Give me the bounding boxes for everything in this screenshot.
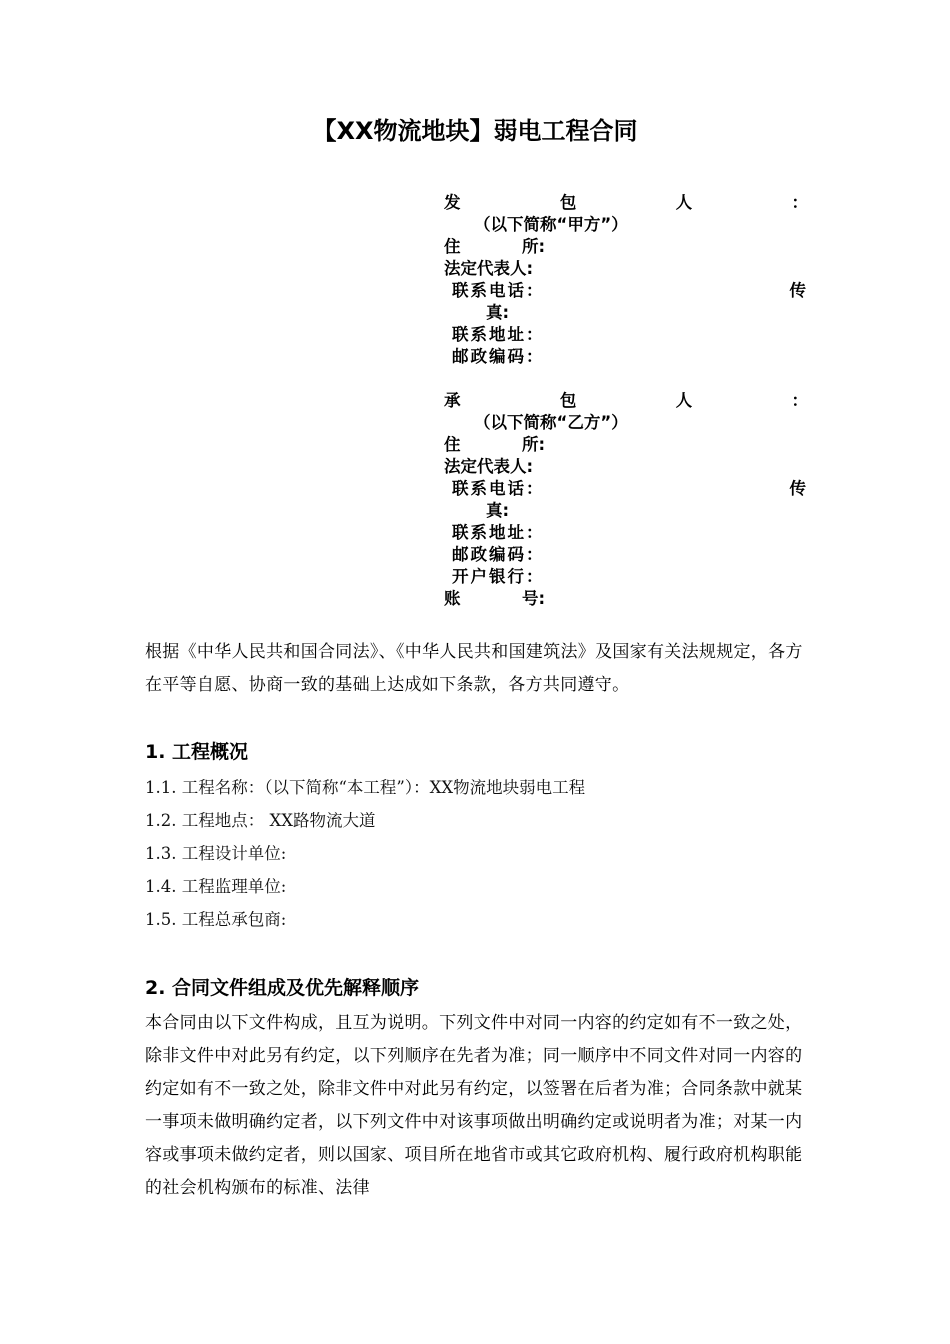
section-1-item: 1.2. 工程地点： XX路物流大道 bbox=[145, 811, 376, 830]
party-a-address-label: 住 所: bbox=[444, 237, 546, 256]
party-b-role bbox=[444, 390, 808, 412]
party-b-role-char: 承 bbox=[444, 391, 461, 410]
section-1-item: 1.3. 工程设计单位: bbox=[145, 844, 287, 863]
party-b-account-label: 账 号: bbox=[444, 589, 546, 608]
party-b-postcode: 邮政编码： bbox=[452, 545, 545, 564]
section-1-item: 1.1. 工程名称：（以下简称“本工程”）：XX物流地块弱电工程 bbox=[145, 778, 586, 797]
party-b-address-label: 住 所: bbox=[444, 435, 546, 454]
section-2-heading: 2. 合同文件组成及优先解释顺序 bbox=[145, 977, 420, 999]
party-a-role-char: 人 bbox=[675, 193, 693, 212]
preamble-paragraph: 根据《中华人民共和国合同法》、《中华人民共和国建筑法》及国家有关法规规定，各方在平等自愿、协商一致的基础上达成如下条款，各方共同遵守。 bbox=[145, 642, 803, 695]
party-b-bank: 开户银行： bbox=[452, 567, 545, 586]
party-a-legal-rep: 法定代表人: bbox=[444, 259, 534, 278]
party-a-role-char: 发 bbox=[444, 193, 461, 212]
party-b-fax-label: 传 bbox=[789, 479, 808, 498]
party-b-phone: 联系电话： bbox=[452, 479, 545, 498]
party-a-contact-address: 联系地址： bbox=[452, 325, 545, 344]
section-1-item: 1.5. 工程总承包商: bbox=[145, 910, 287, 929]
party-b-role-char: 包 bbox=[559, 391, 577, 410]
party-a-fax-label: 传 bbox=[789, 281, 808, 300]
section-2-body: 本合同由以下文件构成，且互为说明。下列文件中对同一内容的约定如有不一致之处，除非文件中对此另有约定，以下列顺序在先者为准；同一顺序中不同文件对同一内容的约定如有不一致之处，除非文件中对此另有约定，以签署在后者为准；合同条款中就某一事项未做明确约定者，以下列文件中对该事项做出明确约定或说明者为准；对某一内容或事项未做约定者，则以国家、项目所在地省市或其它政府机构、履行政府机构职能的社会机构颁布的标准、法律 bbox=[145, 1013, 803, 1198]
party-a-fax-label-cont: 真: bbox=[486, 303, 510, 322]
party-b-role-char: 人 bbox=[675, 391, 693, 410]
party-a-phone-fax bbox=[444, 280, 808, 302]
party-a-phone: 联系电话： bbox=[452, 281, 545, 300]
party-a-alias: （以下简称“甲方”） bbox=[474, 215, 628, 234]
party-b-alias: （以下简称“乙方”） bbox=[474, 413, 628, 432]
party-a-role-char: ： bbox=[791, 193, 808, 212]
party-b-phone-fax bbox=[444, 478, 808, 500]
party-a-role-char: 包 bbox=[559, 193, 577, 212]
party-b-role-char: ： bbox=[791, 391, 808, 410]
party-b-contact-address: 联系地址： bbox=[452, 523, 545, 542]
party-a-postcode: 邮政编码： bbox=[452, 347, 545, 366]
section-1-heading: 1. 工程概况 bbox=[145, 741, 249, 763]
document-title: 【XX物流地块】弱电工程合同 bbox=[312, 117, 638, 145]
party-b-legal-rep: 法定代表人: bbox=[444, 457, 534, 476]
party-a-role bbox=[444, 192, 808, 214]
section-1-item: 1.4. 工程监理单位: bbox=[145, 877, 287, 896]
party-b-fax-label-cont: 真: bbox=[486, 501, 510, 520]
